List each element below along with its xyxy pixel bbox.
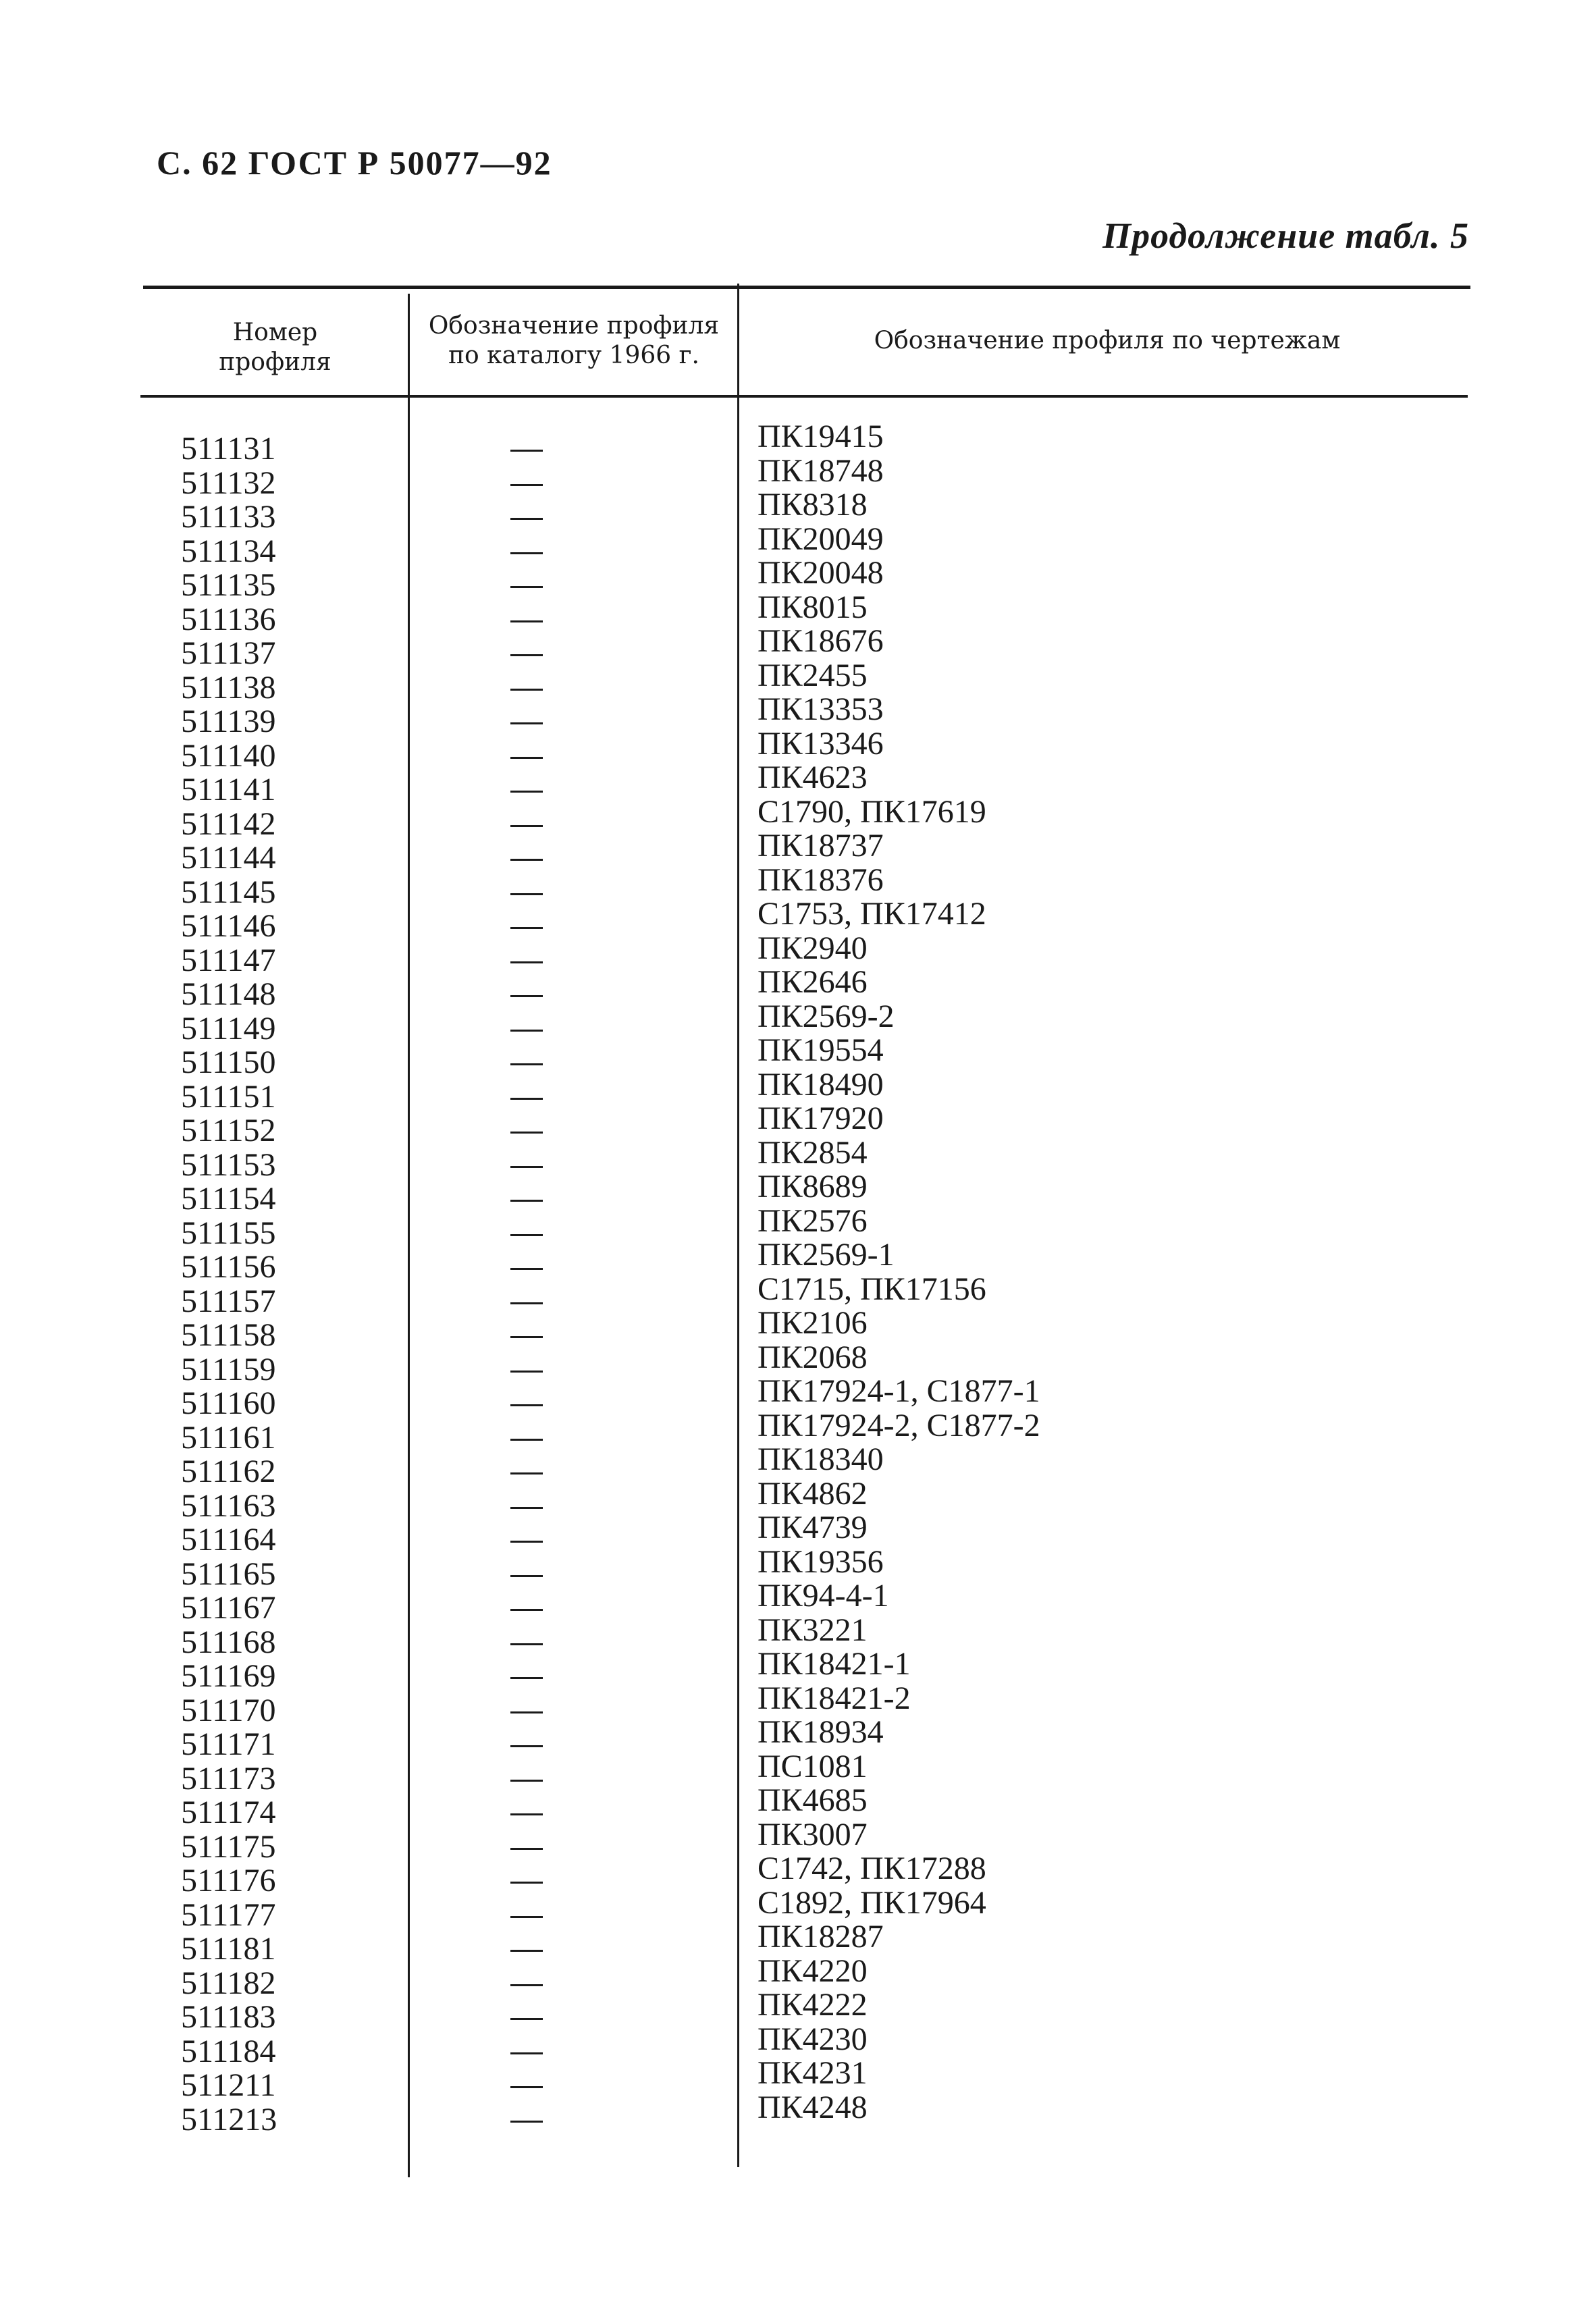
profile-number-cell: 511213 [181, 2101, 277, 2137]
profile-number-cell: 511140 [181, 737, 276, 774]
drawing-designation-cell: ПК20049 [757, 521, 884, 557]
profile-number-cell: 511152 [181, 1113, 276, 1148]
profile-number-cell: 511183 [181, 1999, 276, 2035]
catalog-dash-mark [510, 1541, 543, 1543]
catalog-dash-mark [510, 825, 543, 827]
catalog-dash-mark [510, 1166, 543, 1168]
catalog-dash-mark [510, 1780, 543, 1782]
profile-number-cell: 511142 [181, 805, 276, 842]
drawing-designation-cell: ПК4623 [757, 760, 868, 795]
drawing-designation-cell: ПК4230 [757, 2021, 868, 2057]
catalog-dash-mark [510, 1711, 543, 1713]
drawing-designation-cell: ПК13353 [757, 691, 884, 727]
catalog-dash-mark [510, 1268, 543, 1270]
profile-number-cell: 511177 [181, 1896, 276, 1933]
catalog-dash-mark [510, 450, 543, 452]
catalog-dash-mark [510, 1336, 543, 1338]
drawing-designation-cell: ПК18737 [757, 828, 884, 863]
profile-number-cell: 511156 [181, 1249, 276, 1285]
profile-number-cell: 511169 [181, 1658, 276, 1694]
catalog-dash-mark [510, 859, 543, 861]
catalog-dash-mark [510, 1813, 543, 1815]
table-body [0, 419, 1596, 2137]
drawing-designation-cell: ПК2068 [757, 1339, 868, 1375]
drawing-designation-cell: ПК2940 [757, 930, 868, 966]
profile-number-cell: 511154 [181, 1181, 276, 1217]
profile-number-cell: 511158 [181, 1317, 276, 1353]
catalog-dash-mark [510, 1745, 543, 1747]
drawing-designation-cell: ПК18676 [757, 623, 884, 659]
catalog-dash-mark [510, 689, 543, 691]
profile-number-cell: 511173 [181, 1760, 276, 1797]
profile-number-cell: 511182 [181, 1965, 276, 2001]
drawing-designation-cell: ПК17924-2, С1877-2 [757, 1407, 1040, 1443]
profile-number-cell: 511165 [181, 1556, 276, 1592]
drawing-designation-cell: ПК18376 [757, 861, 884, 898]
drawing-designation-cell: ПК2576 [757, 1202, 868, 1239]
drawing-designation-cell: ПК8689 [757, 1169, 868, 1204]
drawing-designation-cell: ПК4685 [757, 1782, 868, 1818]
drawing-designation-cell: ПК4222 [757, 1987, 868, 2023]
drawing-designation-cell: ПК19356 [757, 1543, 884, 1580]
drawing-designation-cell: ПК20048 [757, 555, 884, 591]
profile-number-cell: 511148 [181, 976, 276, 1012]
column-header-line: Обозначение профиля [428, 312, 720, 340]
catalog-dash-mark [510, 1507, 543, 1509]
drawing-designation-cell: ПК4231 [757, 2055, 868, 2091]
drawing-designation-cell: ПК2569-2 [757, 998, 895, 1034]
drawing-designation-cell: ПК3221 [757, 1612, 868, 1648]
profile-number-cell: 511133 [181, 499, 276, 535]
profile-number-cell: 511131 [181, 431, 276, 467]
catalog-dash-mark [510, 927, 543, 929]
profile-number-cell: 511135 [181, 567, 276, 603]
drawing-designation-cell: ПК4862 [757, 1475, 868, 1512]
column-header-catalog-1966 [413, 297, 735, 385]
profile-number-cell: 511159 [181, 1351, 276, 1387]
catalog-dash-mark [510, 1200, 543, 1202]
catalog-dash-mark [510, 1404, 543, 1406]
profile-number-cell: 511163 [181, 1487, 276, 1524]
drawing-designation-cell: ПК18340 [757, 1441, 884, 1477]
profile-number-cell: 511147 [181, 942, 276, 978]
catalog-dash-mark [510, 2018, 543, 2020]
column-header-line: профиля [219, 348, 331, 376]
table-top-rule [143, 286, 1470, 289]
drawing-designation-cell: С1790, ПК17619 [757, 793, 986, 830]
catalog-dash-mark [510, 1472, 543, 1474]
profile-number-cell: 511138 [181, 669, 276, 706]
drawing-designation-cell: ПК13346 [757, 725, 884, 762]
profile-number-cell: 511150 [181, 1044, 276, 1080]
profile-number-cell: 511171 [181, 1726, 276, 1762]
drawing-designation-cell: С1892, ПК17964 [757, 1884, 986, 1921]
drawing-designation-cell: ПК94-4-1 [757, 1578, 889, 1614]
profile-number-cell: 511174 [181, 1794, 276, 1830]
drawing-designation-cell: С1742, ПК17288 [757, 1851, 986, 1886]
table-row [0, 2089, 1596, 2137]
drawing-designation-cell: ПК2646 [757, 964, 868, 1000]
catalog-dash-mark [510, 1984, 543, 1986]
catalog-dash-mark [510, 620, 543, 622]
profile-number-cell: 511176 [181, 1863, 276, 1898]
drawing-designation-cell: ПК18421-2 [757, 1680, 911, 1716]
drawing-designation-cell: ПС1081 [757, 1748, 868, 1784]
table-caption: Продолжение табл. 5 [1102, 215, 1469, 256]
drawing-designation-cell: ПК8318 [757, 487, 868, 523]
profile-number-cell: 511149 [181, 1010, 276, 1046]
drawing-designation-cell: ПК4248 [757, 2089, 868, 2125]
catalog-dash-mark [510, 1609, 543, 1611]
catalog-dash-mark [510, 1132, 543, 1134]
table-header-rule [140, 395, 1468, 398]
profile-number-cell: 511167 [181, 1590, 276, 1626]
drawing-designation-cell: ПК8015 [757, 589, 868, 625]
catalog-dash-mark [510, 552, 543, 554]
catalog-dash-mark [510, 2121, 543, 2123]
drawing-designation-cell: С1753, ПК17412 [757, 896, 986, 932]
catalog-dash-mark [510, 1643, 543, 1645]
catalog-dash-mark [510, 1439, 543, 1441]
profile-number-cell: 511134 [181, 533, 276, 569]
profile-number-cell: 511184 [181, 2033, 276, 2069]
catalog-dash-mark [510, 757, 543, 759]
catalog-dash-mark [510, 961, 543, 963]
profile-number-cell: 511161 [181, 1419, 276, 1456]
column-header-profile-number [145, 307, 405, 388]
profile-number-cell: 511153 [181, 1146, 276, 1183]
catalog-dash-mark [510, 893, 543, 895]
drawing-designation-cell: ПК2455 [757, 657, 868, 693]
drawing-designation-cell: ПК17924-1, С1877-1 [757, 1373, 1040, 1409]
drawing-designation-cell: ПК18421-1 [757, 1646, 911, 1682]
profile-number-cell: 511211 [181, 2067, 276, 2103]
drawing-designation-cell: ПК2569-1 [757, 1237, 895, 1273]
profile-number-cell: 511181 [181, 1931, 276, 1967]
drawing-designation-cell: ПК4739 [757, 1510, 868, 1545]
drawing-designation-cell: ПК19554 [757, 1032, 884, 1068]
column-header-line: Обозначение профиля по чертежам [874, 327, 1341, 354]
profile-number-cell: 511136 [181, 601, 276, 637]
catalog-dash-mark [510, 1371, 543, 1373]
drawing-designation-cell: ПК18748 [757, 452, 884, 489]
profile-number-cell: 511132 [181, 464, 276, 501]
catalog-dash-mark [510, 791, 543, 793]
catalog-dash-mark [510, 1302, 543, 1304]
profile-number-cell: 511146 [181, 908, 276, 944]
profile-number-cell: 511139 [181, 703, 276, 739]
drawing-designation-cell: ПК17920 [757, 1100, 884, 1136]
profile-number-cell: 511168 [181, 1624, 276, 1660]
drawing-designation-cell: ПК18490 [757, 1066, 884, 1102]
profile-number-cell: 511145 [181, 874, 276, 910]
catalog-dash-mark [510, 484, 543, 486]
catalog-dash-mark [510, 1030, 543, 1032]
profile-number-cell: 511162 [181, 1454, 276, 1489]
drawing-designation-cell: ПК2106 [757, 1305, 868, 1341]
profile-number-cell: 511137 [181, 635, 276, 671]
page-header: С. 62 ГОСТ Р 50077—92 [157, 144, 552, 182]
profile-number-cell: 511164 [181, 1522, 276, 1558]
drawing-designation-cell: ПК19415 [757, 419, 884, 454]
profile-number-cell: 511141 [181, 772, 276, 807]
catalog-dash-mark [510, 2052, 543, 2054]
catalog-dash-mark [510, 1063, 543, 1065]
profile-number-cell: 511157 [181, 1283, 276, 1319]
catalog-dash-mark [510, 1848, 543, 1850]
profile-number-cell: 511175 [181, 1828, 276, 1865]
drawing-designation-cell: ПК2854 [757, 1134, 868, 1171]
catalog-dash-mark [510, 2086, 543, 2088]
catalog-dash-mark [510, 1916, 543, 1918]
column-header-line: Номер [232, 319, 318, 346]
drawing-designation-cell: С1715, ПК17156 [757, 1271, 986, 1307]
profile-number-cell: 511170 [181, 1692, 276, 1728]
catalog-dash-mark [510, 1677, 543, 1679]
catalog-dash-mark [510, 722, 543, 724]
catalog-dash-mark [510, 1098, 543, 1100]
drawing-designation-cell: ПК18287 [757, 1919, 884, 1955]
catalog-dash-mark [510, 1234, 543, 1236]
profile-number-cell: 511155 [181, 1215, 276, 1251]
catalog-dash-mark [510, 1882, 543, 1884]
catalog-dash-mark [510, 1950, 543, 1952]
catalog-dash-mark [510, 586, 543, 588]
profile-number-cell: 511151 [181, 1078, 276, 1115]
catalog-dash-mark [510, 654, 543, 656]
drawing-designation-cell: ПК18934 [757, 1714, 884, 1750]
drawing-designation-cell: ПК3007 [757, 1816, 868, 1853]
catalog-dash-mark [510, 1575, 543, 1577]
column-header-drawings [743, 297, 1472, 385]
column-header-line: по каталогу 1966 г. [448, 342, 699, 369]
catalog-dash-mark [510, 995, 543, 997]
profile-number-cell: 511160 [181, 1385, 276, 1421]
catalog-dash-mark [510, 518, 543, 520]
profile-number-cell: 511144 [181, 840, 276, 876]
drawing-designation-cell: ПК4220 [757, 1952, 868, 1989]
